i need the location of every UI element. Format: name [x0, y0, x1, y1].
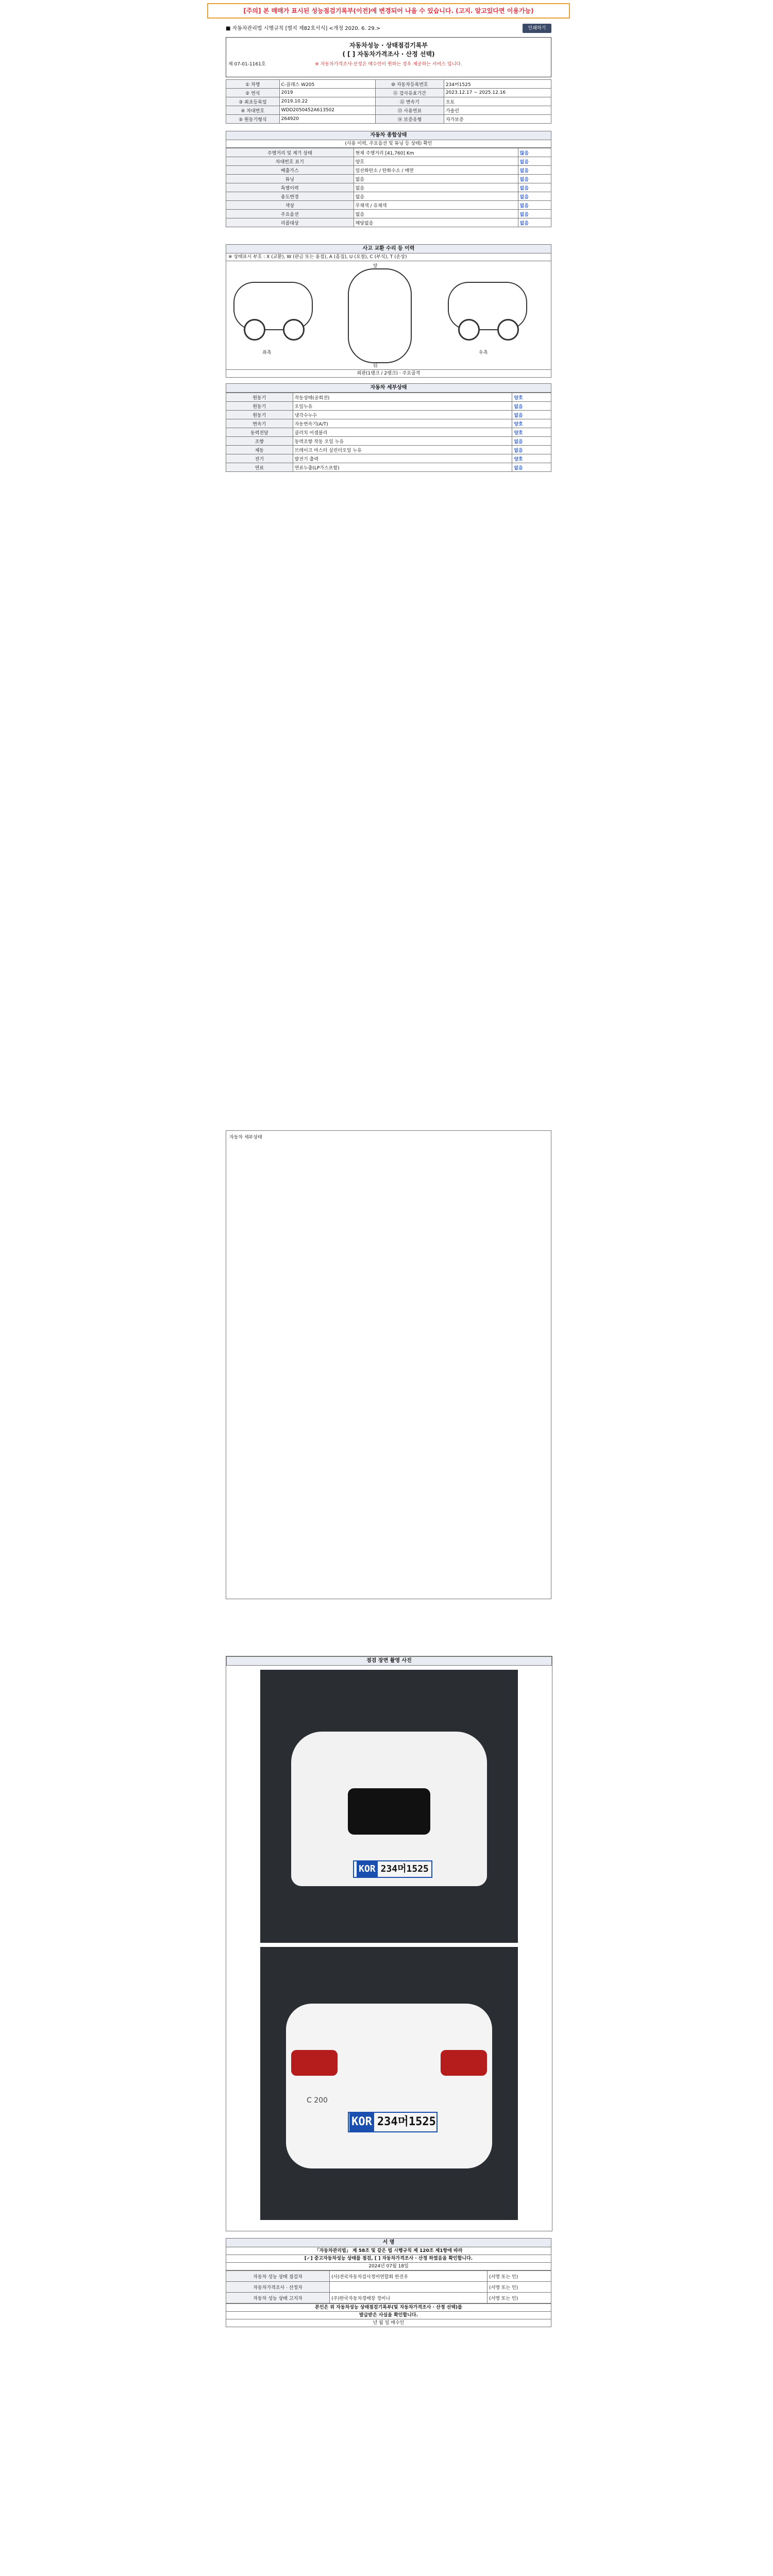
form-reference: [226, 23, 551, 35]
signer-sign: (서명 또는 인): [488, 2271, 551, 2282]
front-photo: [260, 1670, 518, 1943]
accident-note: ※ 상태표시 부호 : X (교환), W (판금 또는 용접), A (흠집), U (요철), C (부식), T (손상): [226, 253, 551, 261]
inspection-document: [226, 23, 551, 2326]
row-status: 없음: [512, 437, 551, 446]
accident-title: 사고 교환 수리 등 이력: [226, 244, 551, 253]
signer-role: 자동차 성능 상태 고지자: [226, 2293, 330, 2303]
row-value: 양호: [354, 157, 518, 166]
table-row: [226, 437, 551, 446]
document-number: 제 07-01-1161호: [228, 62, 266, 67]
table-row: [226, 201, 551, 210]
row-group: 연료: [226, 463, 293, 472]
label-first-reg: ③ 최초등록일: [226, 97, 280, 106]
accident-section: [226, 244, 551, 378]
signer-sign: (서명 또는 인): [488, 2282, 551, 2293]
table-row: [226, 428, 551, 437]
photos-title: 점검 장면 촬영 사진: [226, 1656, 552, 1666]
label-inspection-period: ⑪ 검사유효기간: [375, 89, 444, 97]
row-value: 없음: [354, 183, 518, 192]
row-value: 없음: [354, 210, 518, 218]
signer-role: 자동차 성능 상태 점검자: [226, 2271, 330, 2282]
rear-photo: [260, 1947, 518, 2220]
table-row: [226, 463, 551, 472]
form-title-line: ■ 자동차관리법 시행규칙 [별지 제82호서식] <개정 2020. 6. 29.>: [226, 26, 381, 31]
general-state-section: [226, 131, 551, 227]
value-engine-type: 264920: [279, 115, 375, 124]
plate-eu-tag: KOR: [357, 1861, 378, 1877]
row-group: 조향: [226, 437, 293, 446]
row-label: 차대번호 표기: [226, 157, 354, 166]
table-row: [226, 157, 551, 166]
row-status: 없음: [512, 402, 551, 411]
value-car-name: C-클래스 W205: [279, 80, 375, 89]
row-status: 양호: [512, 393, 551, 402]
notes-section: [226, 1130, 551, 1599]
buyer-date: 년 월 일 매수인: [226, 2319, 551, 2327]
table-row: [226, 192, 551, 201]
row-status: 없음: [518, 192, 551, 201]
detail-title: 자동차 세부상태: [226, 383, 551, 393]
table-row: [226, 393, 551, 402]
rear-badge: C 200: [307, 2096, 328, 2105]
value-vin: WDD2050452A613502: [279, 106, 375, 115]
rear-plate-text: 234머1525: [377, 2115, 436, 2128]
row-status: 많음: [518, 148, 551, 157]
row-label: 리콜대상: [226, 218, 354, 227]
car-right-front-wheel: [458, 319, 480, 341]
signer-name: [330, 2282, 488, 2293]
row-status: 없음: [518, 175, 551, 183]
car-left-rear-wheel: [283, 319, 305, 341]
document-subtitle: ※ 자동차가격조사·산정은 매수인이 원하는 경우 제공하는 서비스 입니다.: [315, 62, 462, 67]
label-rear: 뒤: [373, 364, 378, 369]
signature-statement: 「자동차관리법」 제 58조 및 같은 법 시행규칙 제 120조 제1항에 따라: [226, 2247, 551, 2255]
front-license-plate: [353, 1860, 432, 1878]
buyer-confirmation-2: 발급받은 사실을 확인합니다.: [226, 2312, 551, 2319]
row-status: 없음: [518, 166, 551, 175]
rear-license-plate: [348, 2112, 438, 2132]
row-item: 자동변속기(A/T): [293, 419, 512, 428]
table-row: [226, 148, 551, 157]
signature-statement-2: [✓] 중고자동차성능 상태를 점검, [ ] 자동차가격조사 · 산정 하였음을 확인합니다.: [226, 2255, 551, 2263]
row-group: 원동기: [226, 393, 293, 402]
table-row: [226, 2271, 551, 2282]
row-group: 변속기: [226, 419, 293, 428]
table-row: [226, 183, 551, 192]
car-right-rear-wheel: [497, 319, 519, 341]
row-group: 전기: [226, 454, 293, 463]
signer-name: (사)전국자동차검사정비연합회 한진우: [330, 2271, 488, 2282]
label-vin: ④ 차대번호: [226, 106, 280, 115]
row-value: 없음: [354, 192, 518, 201]
value-plate: 234머1525: [444, 80, 551, 89]
row-value: 현재 주행거리 [41,760] Km: [354, 148, 518, 157]
row-status: 없음: [512, 446, 551, 454]
row-value: 해당없음: [354, 218, 518, 227]
label-front: 앞: [373, 264, 378, 269]
table-row: [226, 454, 551, 463]
row-value: 무채색 / 유채색: [354, 201, 518, 210]
row-status: 없음: [512, 463, 551, 472]
right-tail-light: [441, 2050, 487, 2076]
row-label: 특별이력: [226, 183, 354, 192]
label-year: ② 연식: [226, 89, 280, 97]
plate-eu-tag: KOR: [349, 2113, 374, 2131]
row-status: 없음: [518, 218, 551, 227]
value-inspection-period: 2023.12.17 ~ 2025.12.16: [444, 89, 551, 97]
row-label: 튜닝: [226, 175, 354, 183]
accident-legend: 외판(1랭크 / 2랭크) · 주요골격: [226, 370, 551, 378]
car-rear-body: [286, 2004, 492, 2168]
row-status: 없음: [518, 183, 551, 192]
row-status: 없음: [512, 411, 551, 419]
table-row: [226, 218, 551, 227]
front-grille: [348, 1788, 430, 1835]
row-item: 브레이크 마스터 실린더오일 누유: [293, 446, 512, 454]
row-item: 발전기 출력: [293, 454, 512, 463]
signer-name: (주)한국자동차경매장 정미나: [330, 2293, 488, 2303]
front-plate-text: 234머1525: [380, 1863, 429, 1874]
row-status: 없음: [518, 201, 551, 210]
car-left-front-wheel: [244, 319, 265, 341]
label-warranty: ⑭ 보증유형: [375, 115, 444, 124]
basic-info-section: [226, 79, 551, 124]
general-state-subtitle: (사용 이력, 주요옵션 및 튜닝 등 상태) 확인: [226, 140, 551, 148]
row-item: 연료누출(LP가스포함): [293, 463, 512, 472]
car-top-outline: [348, 268, 412, 363]
row-label: 색상: [226, 201, 354, 210]
table-row: [226, 446, 551, 454]
signer-role: 자동차가격조사 · 산정자: [226, 2282, 330, 2293]
row-group: 원동기: [226, 411, 293, 419]
document-title: 자동차성능 · 상태점검기록부: [349, 42, 428, 49]
car-diagram: [226, 261, 551, 370]
signature-date: 2024년 07월 18일: [226, 2263, 551, 2270]
signer-sign: (서명 또는 인): [488, 2293, 551, 2303]
table-row: [226, 175, 551, 183]
row-item: 작동상태(공회전): [293, 393, 512, 402]
label-transmission: ⑫ 변속기: [375, 97, 444, 106]
row-label: 용도변경: [226, 192, 354, 201]
label-left: 좌측: [262, 350, 272, 355]
row-label: 배출가스: [226, 166, 354, 175]
table-row: [226, 2282, 551, 2293]
table-row: [226, 2293, 551, 2303]
warning-banner: [주의] 본 매매가 표시된 성능점검기록부(이전)에 변경되어 나올 수 있습니다. (고지. 알고있다면 이용가능): [207, 3, 570, 19]
table-row: [226, 402, 551, 411]
row-value: 없음: [354, 175, 518, 183]
row-status: 없음: [518, 210, 551, 218]
row-item: 동력조향 작동 오일 누유: [293, 437, 512, 446]
row-item: 클러치 어셈블리: [293, 428, 512, 437]
value-transmission: 오토: [444, 97, 551, 106]
row-value: 일산화탄소 / 탄화수소 / 매연: [354, 166, 518, 175]
row-status: 없음: [518, 157, 551, 166]
label-plate: ⑩ 자동차등록번호: [375, 80, 444, 89]
row-status: 양호: [512, 419, 551, 428]
row-label: 주행거리 및 계기 상태: [226, 148, 354, 157]
table-row: [226, 210, 551, 218]
left-tail-light: [291, 2050, 338, 2076]
signature-title: 서 명: [226, 2238, 551, 2247]
buyer-confirmation: 본인은 위 자동차성능 상태점검기록부(및 자동차가격조사 · 산정 선택)를: [226, 2303, 551, 2312]
label-car-name: ① 차명: [226, 80, 280, 89]
row-item: 오일누유: [293, 402, 512, 411]
table-row: [226, 411, 551, 419]
row-status: 양호: [512, 454, 551, 463]
row-group: 제동: [226, 446, 293, 454]
table-row: [226, 166, 551, 175]
note-line: 자동차 세부상태: [229, 1135, 262, 1140]
document-title-box: [226, 37, 551, 77]
print-button[interactable]: 인쇄하기: [523, 24, 551, 33]
detail-section: [226, 383, 551, 472]
general-state-title: 자동차 종합상태: [226, 131, 551, 140]
row-status: 양호: [512, 428, 551, 437]
table-row: [226, 419, 551, 428]
label-engine-type: ⑤ 원동기형식: [226, 115, 280, 124]
value-year: 2019: [279, 89, 375, 97]
value-first-reg: 2019.10.22: [279, 97, 375, 106]
row-label: 주요옵션: [226, 210, 354, 218]
label-right: 우측: [479, 350, 488, 355]
value-fuel: 가솔린: [444, 106, 551, 115]
photos-section: [226, 1656, 552, 2231]
signature-section: [226, 2238, 551, 2327]
label-fuel: ⑬ 사용연료: [375, 106, 444, 115]
row-item: 냉각수누수: [293, 411, 512, 419]
document-title-option: ( [ ] 자동차가격조사 · 산정 선택): [342, 50, 435, 58]
row-group: 동력전달: [226, 428, 293, 437]
row-group: 원동기: [226, 402, 293, 411]
value-warranty: 자가보증: [444, 115, 551, 124]
